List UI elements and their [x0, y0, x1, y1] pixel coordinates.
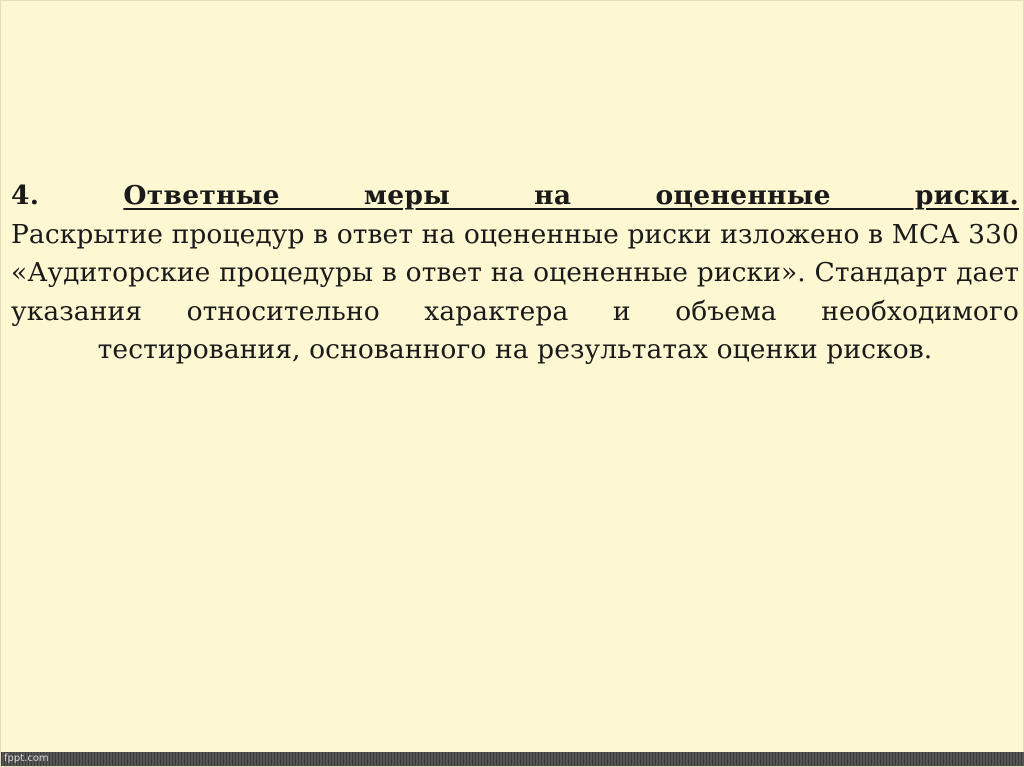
watermark: fppt.com	[4, 753, 49, 764]
heading-number: 4.	[11, 180, 40, 211]
slide-text-block	[11, 177, 1019, 370]
heading-text: Ответные меры на оцененные риски.	[123, 180, 1019, 211]
footer-bar	[1, 752, 1024, 766]
slide-body-text: Раскрытие процедур в ответ на оцененные риски изложено в МСА 330 «Аудиторские процедуры в ответ на оцененные риски». Стандарт дает указания относительно характера и объема необходимого тестирования, основанного на результатах оценки рисков.	[11, 218, 1019, 365]
slide-heading	[11, 177, 1019, 216]
